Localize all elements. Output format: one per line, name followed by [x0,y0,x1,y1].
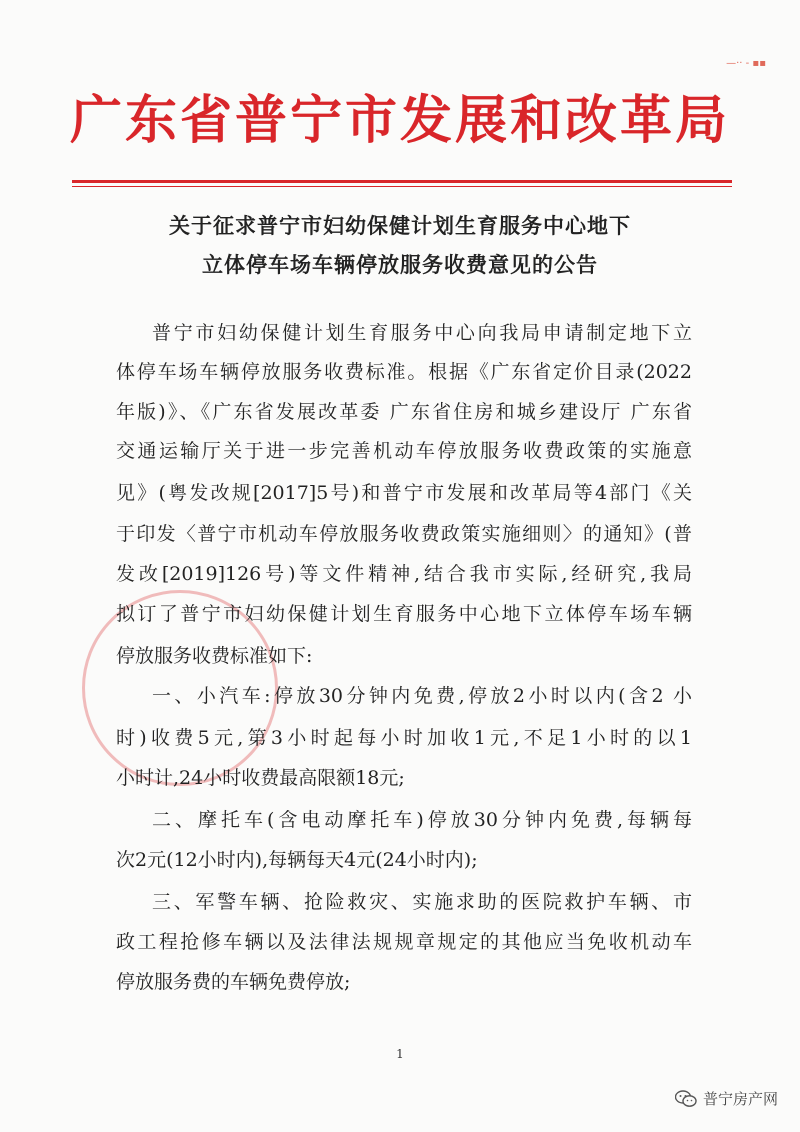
body-line: 停放服务收费标准如下: [116,645,313,667]
body-line: 停放服务费的车辆免费停放; [116,971,351,993]
body-line: 见》(粤发改规[2017]5号)和普宁市发展和改革局等4部门《关 [116,482,692,504]
page-number: 1 [396,1047,404,1061]
wechat-watermark [675,1088,778,1109]
body-line: 发改[2019]126号)等文件精神,结合我市实际,经研究,我局 [116,563,692,585]
watermark-text: 普宁房产网 [702,1090,778,1108]
body-line: 体停车场车辆停放服务收费标准。根据《广东省定价目录(2022 [116,361,692,383]
corner-mark: —·· - ▪▪ [726,58,766,69]
body-line: 二、摩托车(含电动摩托车)停放30分钟内免费,每辆每 [152,809,692,831]
body-line: 拟订了普宁市妇幼保健计划生育服务中心地下立体停车场车辆 [116,603,692,625]
header-rule-thin [72,186,732,187]
wechat-icon [675,1090,697,1108]
body-line: 普宁市妇幼保健计划生育服务中心向我局申请制定地下立 [152,322,692,344]
body-line: 次2元(12小时内),每辆每天4元(24小时内); [116,849,478,871]
body-line: 三、军警车辆、抢险救灾、实施求助的医院救护车辆、市 [152,891,692,913]
notice-title-line-1: 关于征求普宁市妇幼保健计划生育服务中心地下 [169,213,631,238]
body-line: 交通运输厅关于进一步完善机动车停放服务收费政策的实施意 [116,440,692,462]
body-line: 小时计,24小时收费最高限额18元; [116,767,405,789]
body-line: 年版)》、《广东省发展改革委 广东省住房和城乡建设厅 广东省 [116,401,692,423]
header-rule-thick [72,180,732,183]
body-line: 时)收费5元,第3小时起每小时加收1元,不足1小时的以1 [116,727,692,749]
agency-header-title: 广东省普宁市发展和改革局 [69,90,730,151]
notice-title-line-2: 立体停车场车辆停放服务收费意见的公告 [202,252,598,277]
body-line: 一、小汽车:停放30分钟内免费,停放2小时以内(含2 小 [152,685,692,707]
body-line: 于印发〈普宁市机动车停放服务收费政策实施细则〉的通知》(普 [116,523,692,545]
body-line: 政工程抢修车辆以及法律法规规章规定的其他应当免收机动车 [116,931,692,953]
